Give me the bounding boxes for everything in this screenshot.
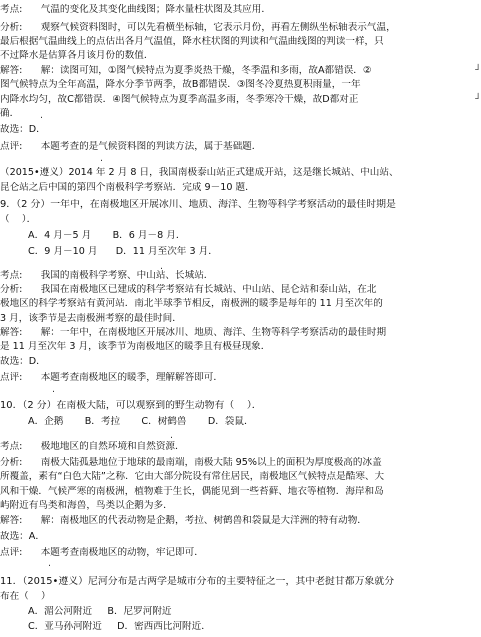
text-line: 解答: 解：南极地区的代表动物是企鹅，考拉、树鹤兽和袋鼠是大洋洲的特有动物． bbox=[0, 515, 367, 526]
text-line: C．亚马孙河附近 D．密西西比河附近． bbox=[28, 621, 211, 632]
paragraph-mark: . bbox=[160, 261, 164, 272]
margin-mark: ┘ bbox=[475, 65, 481, 76]
text-line: 图气候特点为全年高温，降水分季节两季，故B都错误．③图冬冷夏热夏积雨量，一年 bbox=[0, 79, 361, 90]
text-line: A．4 月－5 月 B．6 月－8 月． bbox=[28, 230, 186, 241]
text-line: 10．（2 分）在南极大陆，可以观察到的野生动物有（ ）． bbox=[0, 400, 262, 411]
text-line: 是 11 月至次年 3 月，该季节为南极地区的暖季且有极昼现象． bbox=[0, 341, 271, 352]
text-line: 考点: 极地地区的自然环境和自然资源． bbox=[0, 441, 185, 452]
text-line: 故选：A． bbox=[0, 531, 45, 542]
paragraph-mark: . bbox=[48, 558, 52, 569]
text-line: 风和干燥．气候严寒的南极洲，植物难于生长，偶能见到一些苔藓、地衣等植物．海岸和岛 bbox=[0, 486, 384, 497]
text-line: 解答: 解：读图可知，①图气候特点为夏季炎热干燥，冬季温和多雨，故A都错误．② bbox=[0, 65, 372, 76]
text-line: A．企鹅 B．考拉 C．树鹤兽 D．袋鼠． bbox=[28, 416, 254, 427]
text-line: 点评: 本题考查南极地区的动物，牢记即可． bbox=[0, 547, 204, 558]
margin-mark: ┘ bbox=[475, 94, 481, 105]
text-line: 点评: 本题考查的是气候资料图的判读方法，属于基础题． bbox=[0, 141, 262, 152]
text-line: 内降水均匀，故C都错误．④图气候特点为夏季高温多雨，冬季寒冷干燥，故D都对正 bbox=[0, 94, 359, 105]
text-line: 分析: 南极大陆孤悬地位于地球的最南端，南极大陆 95%以上的面积为厚度极高的冰盖 bbox=[0, 457, 382, 468]
text-line: 3 月，该季节是去南极洲考察的最佳时间． bbox=[0, 313, 182, 324]
text-line: 9．（2 分）一年中，在南极地区开展冰川、地质、海洋、生物等科学考察活动的最佳时期是 bbox=[0, 199, 396, 210]
text-line: 分析: 观察气候资料图时，可以先看横坐标轴，它表示月份，再看左侧纵坐标轴表示气温， bbox=[0, 22, 396, 33]
paragraph-mark: . bbox=[170, 430, 174, 441]
text-line: 解答: 解：一年中，在南极地区开展冰川、地质、海洋、生物等科学考察活动的最佳时期 bbox=[0, 327, 387, 338]
text-line: 考点: 我国的南极科学考察、中山站、长城站． bbox=[0, 270, 214, 281]
text-line: C．9 月－10 月 D．11 月至次年 3 月． bbox=[28, 246, 218, 257]
text-line: 故选：D． bbox=[0, 124, 46, 135]
text-line: 点评: 本题考查南极地区的暖季，理解解答即可． bbox=[0, 372, 223, 383]
text-line: （2015•遵义）2014 年 2 月 8 日，我国南极泰山站正式建成开站，这是继长城站、中山站、 bbox=[0, 167, 399, 178]
text-line: 极地区的科学考察站有黄河站．南北半球季节相反，南极洲的暖季是每年的 11 月至次年的 bbox=[0, 298, 383, 309]
text-line: 确． bbox=[0, 108, 20, 119]
text-line: 分析: 我国在南极地区已建成的科学考察站有长城站、中山站、昆仑站和泰山站，在北 bbox=[0, 284, 377, 295]
text-line: 11．（2015•遵义）尼河分布是古两学是城市分布的主要特征之一，其中老挝甘都万象就分 bbox=[0, 576, 395, 587]
paragraph-mark: . bbox=[100, 153, 104, 164]
text-line: 屿附近有鸟类和海兽，鸟类以企鹅为多． bbox=[0, 500, 173, 511]
text-line: A．湄公河附近 B．尼罗河附近 bbox=[28, 606, 172, 617]
text-line: 不过降水是估算各月该月份的数值． bbox=[0, 50, 154, 61]
text-line: 所覆盖，素有“白色大陆”之称．它由大部分院设有常住居民，南极地区气候特点是酷寒、大 bbox=[0, 471, 385, 482]
text-line: 考点: 气温的变化及其变化曲线图；降水量柱状图及其应用． bbox=[0, 4, 271, 15]
text-line: 最后根据气温曲线上的点估出各月气温值，降水柱状图的判读和气温曲线图的判读一样，只 bbox=[0, 36, 384, 47]
text-line: （ ）． bbox=[0, 214, 37, 225]
text-line: 布在（ ） bbox=[0, 591, 51, 602]
text-line: 故选：D． bbox=[0, 356, 46, 367]
paragraph-mark: . bbox=[40, 110, 44, 121]
text-line: 昆仑站之后中国的第四个南极科学考察站．完成 9－10 题． bbox=[0, 182, 255, 193]
paragraph-mark: . bbox=[52, 384, 56, 395]
